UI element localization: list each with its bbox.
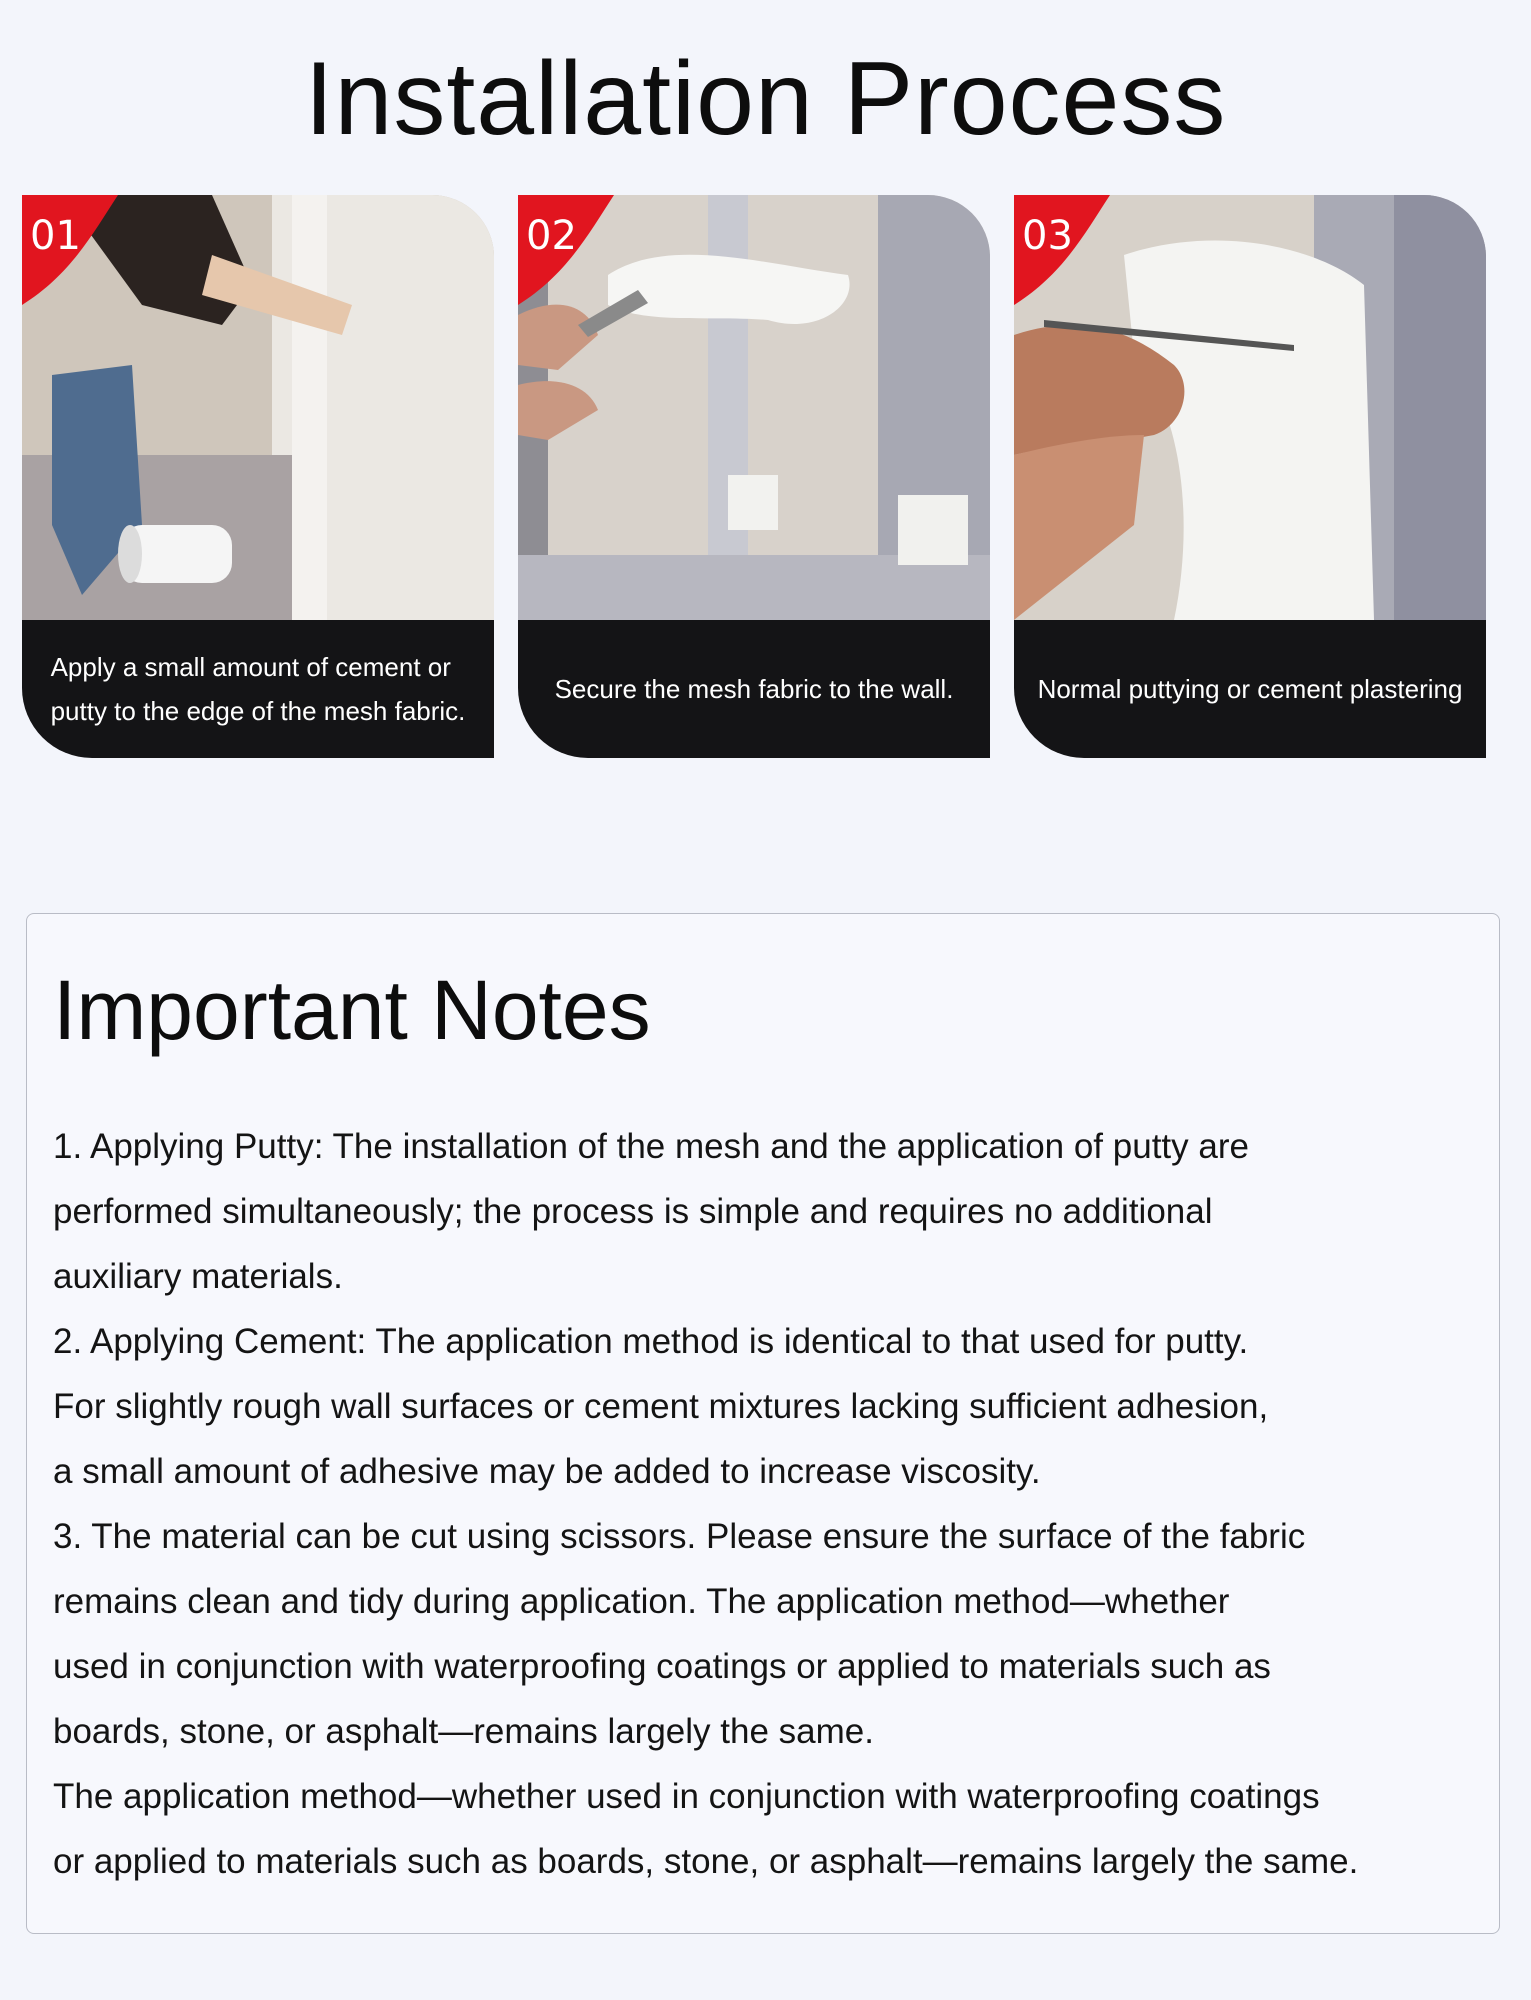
notes-line: used in conjunction with waterproofing coatings or applied to materials such as <box>53 1647 1271 1686</box>
step-1-caption-line: putty to the edge of the mesh fabric. <box>50 696 466 726</box>
step-2-caption <box>518 620 990 758</box>
step-3-caption <box>1014 620 1486 758</box>
steps-row <box>0 195 1531 795</box>
step-1-caption-line: Apply a small amount of cement or <box>50 652 451 682</box>
page-title: Installation Process <box>304 41 1227 157</box>
notes-body <box>53 1114 1483 1894</box>
important-notes-panel <box>26 913 1500 1934</box>
step-card-1 <box>22 195 494 758</box>
notes-line: remains clean and tidy during application. The application method—whether <box>53 1582 1230 1621</box>
step-card-2 <box>518 195 990 758</box>
notes-line: The application method—whether used in conjunction with waterproofing coatings <box>53 1777 1320 1816</box>
step-1-caption <box>22 620 494 758</box>
step-3-caption-line: Normal puttying or cement plastering <box>1037 674 1463 704</box>
step-number-2: 02 <box>526 213 577 259</box>
step-card-3 <box>1014 195 1486 758</box>
notes-line: For slightly rough wall surfaces or cement mixtures lacking sufficient adhesion, <box>53 1387 1269 1426</box>
notes-line: or applied to materials such as boards, stone, or asphalt—remains largely the same. <box>53 1842 1359 1881</box>
step-number-1: 01 <box>30 213 81 259</box>
notes-heading: Important Notes <box>53 963 651 1057</box>
notes-line: a small amount of adhesive may be added to increase viscosity. <box>53 1452 1041 1491</box>
notes-line: 1. Applying Putty: The installation of the mesh and the application of putty are <box>53 1127 1249 1166</box>
notes-line: auxiliary materials. <box>53 1257 343 1296</box>
notes-line: 2. Applying Cement: The application method is identical to that used for putty. <box>53 1322 1249 1361</box>
notes-line: 3. The material can be cut using scissors. Please ensure the surface of the fabric <box>53 1517 1306 1556</box>
step-number-3: 03 <box>1022 213 1073 259</box>
notes-line: performed simultaneously; the process is simple and requires no additional <box>53 1192 1213 1231</box>
step-2-caption-line: Secure the mesh fabric to the wall. <box>554 674 954 704</box>
notes-line: boards, stone, or asphalt—remains largely the same. <box>53 1712 874 1751</box>
